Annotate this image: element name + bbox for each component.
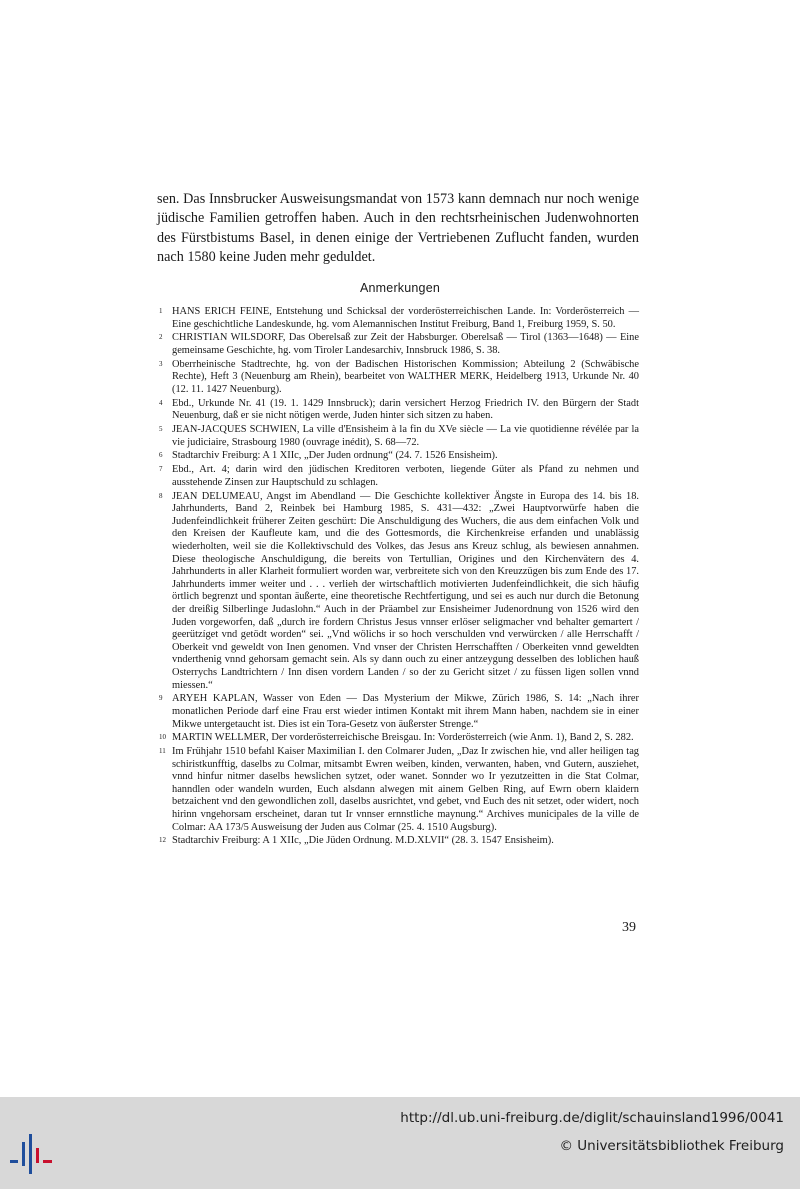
permalink-url[interactable]: [400, 1110, 784, 1126]
footnote-text: Oberrheinische Stadtrechte, hg. von der Badischen Historischen Kommission; Abteilung 2 (Schwäbische Rechte), Heft 3 (Neuenburg am Rhein), bearbeitet von WALTHER MERK, Heidelberg 1913, Urkunde Nr. 40 (12. 11. 1427 Neuenburg).: [172, 358, 639, 395]
copyright-notice: © Universitätsbibliothek Freiburg: [559, 1138, 784, 1154]
body-paragraph: sen. Das Innsbrucker Ausweisungsmandat von 1573 kann demnach nur noch wenige jüdische Familien getroffen haben. Auch in den rechtsrheinischen Judenwohnorten des Fürstbistums Basel, in denen einige der Vertriebenen Zuflucht fanden, wurden nach 1580 keine Juden mehr geduldet.: [157, 191, 639, 265]
footnote-text: Stadtarchiv Freiburg: A 1 XIIc, „Der Juden ordnung“ (24. 7. 1526 Ensisheim).: [172, 450, 498, 462]
footnote-number: 4: [159, 398, 163, 407]
footnote-text: Im Frühjahr 1510 befahl Kaiser Maximilian I. den Colmarer Juden, „Daz Ir zwischen hie, vnd aller heiligen tag schiristkunfftig, daselbs zu Colmar, mitsambt Ewren weiben, kinden, verwanten, haben, vnd Gutern, ausziehet, vnnd hinfur nitmer daselbs hewslichen sytzet, oder wanet. Sonnder wo Ir yezutzeitten in die Stat Colmar, hanndlen oder wandeln wurden, Euch alsdann alwegen mit ainem Gelben Ring, auf Ewrn obern klaidern betzaichent vnd den gewondlichen zoll, daselbs ausrichtet, vnd gebet, vnd Euch des nit setzet, oder widert, noch hirinn vngehorsam erscheinet, daran tut Ir vnnser ernnstliche maynung.“ Archives municipales de la ville de Colmar: AA 173/5 Ausweisung der Juden aus Colmar (25. 4. 1510 Augsburg).: [172, 746, 639, 833]
footnote-10: [161, 732, 639, 745]
footnote-1: [161, 306, 639, 331]
footnote-number: 11: [159, 747, 166, 756]
footnote-number: 12: [159, 836, 166, 845]
footnote-number: 2: [159, 333, 163, 342]
ub-freiburg-logo-icon: [10, 1134, 54, 1174]
footnote-text: HANS ERICH FEINE, Entstehung und Schicksal der vorderösterreichischen Lande. In: Vorderösterreich — Eine geschichtliche Landeskunde, hg. vom Alemannischen Institut Freiburg, Band 1, Freiburg 1959, S. 50.: [172, 306, 639, 330]
footnote-text: Stadtarchiv Freiburg: A 1 XIIc, „Die Jüden Ordnung. M.D.XLVII“ (28. 3. 1547 Ensisheim).: [172, 835, 554, 847]
permalink-link[interactable]: http://dl.ub.uni-freiburg.de/diglit/schauinsland1996/0041: [400, 1110, 784, 1126]
footnote-number: 8: [159, 491, 163, 500]
notes-heading: Anmerkungen: [359, 281, 441, 295]
footnote-text: JEAN DELUMEAU, Angst im Abendland — Die Geschichte kollektiver Ängste in Europa des 14. bis 18. Jahrhunderts, Band 2, Reinbek bei Hamburg 1985, S. 431—432: „Zwei Hauptvorwürfe haben die Judenfeindlichkeit früherer Zeiten geschürt: Die Anschuldigung des Wuchers, die aus dem einfachen Volk und den Kreisen der Kaufleute kam, und die des Gottesmords, die Kirchenkreise erfanden und unablässig wiederholten, weil sie die Kollektivschuld des Volkes, das Jesus ans Kreuz schlug, als bewiesen annahmen. Diese theologische Anschuldigung, die bereits von Tertullian, Origines und den Kirchenvätern des 4. Jahrhunderts in aller Klarheit formuliert worden war, verbreitete sich von den Kreuzzügen bis zum Ende des 17. Jahrhunderts immer weiter und . . . verlieh der wirtschaftlich motivierten Judenfeindlichkeit, die sich häufig örtlich begrenzt und spontan äußerte, eine theoretische Rechtfertigung, und sei es auch nur durch die Betonung der dreißig Silberlinge Judaslohn.“ Auch in der Präambel zur Ensisheimer Judenordnung von 1526 wird den Juden vorgeworfen, daß „durch ire fordern Christus Jesus vnnser erlöser seligmacher vnd behalter gemartert / geerützíget vnd getödt worden“ sei. „Vnd wölichs ir so hoch verschulden vnd verwürcken / alle Herrschafft / Oberkeit vnd geweldt von Inen genomen. Vnd vnser der Christen Herrschafften / Oberkeiten vnnd geweldten vnderthenig vnnd gehorsam gemacht sein. Als sy dann ouch zu einer antzeygung desselben des loblichen hauß Osterrychs Landtrichtern / Inn disen vordern Landen / so der zu Gericht sitzet / zu füssen ligen sollen vnnd miessen.“: [172, 490, 639, 691]
footnote-5: [161, 424, 639, 449]
footnote-number: 5: [159, 425, 163, 434]
footnote-number: 10: [159, 733, 166, 742]
footnote-text: MARTIN WELLMER, Der vorderösterreichische Breisgau. In: Vorderösterreich (wie Anm. 1), Band 2, S. 282.: [172, 732, 634, 744]
footnote-text: Ebd., Art. 4; darin wird den jüdischen Kreditoren verboten, liegende Güter als Pfand zu nehmen und ausstehende Zinsen zur Hauptschuld zu schlagen.: [172, 464, 639, 488]
footnote-2: [161, 332, 639, 357]
footnote-number: 3: [159, 359, 163, 368]
footnote-7: [161, 464, 639, 489]
footnotes-list: [161, 306, 639, 849]
page-number: 39: [622, 920, 636, 935]
footnote-12: [161, 835, 639, 848]
footnote-number: 9: [159, 694, 163, 703]
footnote-text: CHRISTIAN WILSDORF, Das Oberelsaß zur Zeit der Habsburger. Oberelsaß — Tirol (1363—1648) — Eine gemeinsame Geschichte, hg. vom Tiroler Landesarchiv, Innsbruck 1986, S. 38.: [172, 332, 639, 356]
footnote-text: JEAN-JACQUES SCHWIEN, La ville d'Ensisheim à la fin du XVe siècle — La vie quotidienne révélée par la vie judiciaire, Strasbourg 1980 (ouvrage inédit), S. 68—72.: [172, 424, 639, 448]
footnote-number: 1: [159, 307, 163, 315]
footnote-3: [161, 359, 639, 397]
footnote-8: [161, 491, 639, 693]
footnote-number: 7: [159, 465, 163, 474]
footnote-4: [161, 398, 639, 423]
footnote-number: 6: [159, 451, 163, 460]
footnote-6: [161, 450, 639, 463]
footnote-11: [161, 746, 639, 834]
body-text: [157, 190, 639, 267]
footnote-text: ARYEH KAPLAN, Wasser von Eden — Das Mysterium der Mikwe, Zürich 1986, S. 14: „Nach ihrer monatlichen Periode darf eine Frau erst wieder intimen Kontakt mit ihrem Mann haben, nachdem sie in einer Mikwe untergetaucht ist. Dies ist ein Tora-Gesetz von äußerster Strenge.“: [172, 693, 639, 730]
footnote-text: Ebd., Urkunde Nr. 41 (19. 1. 1429 Innsbruck); darin versichert Herzog Friedrich IV. den Bürgern der Stadt Neuenburg, daß er sie nicht nötigen werde, Juden hinter sich sitzen zu haben.: [172, 397, 639, 422]
footnote-9: [161, 693, 639, 731]
